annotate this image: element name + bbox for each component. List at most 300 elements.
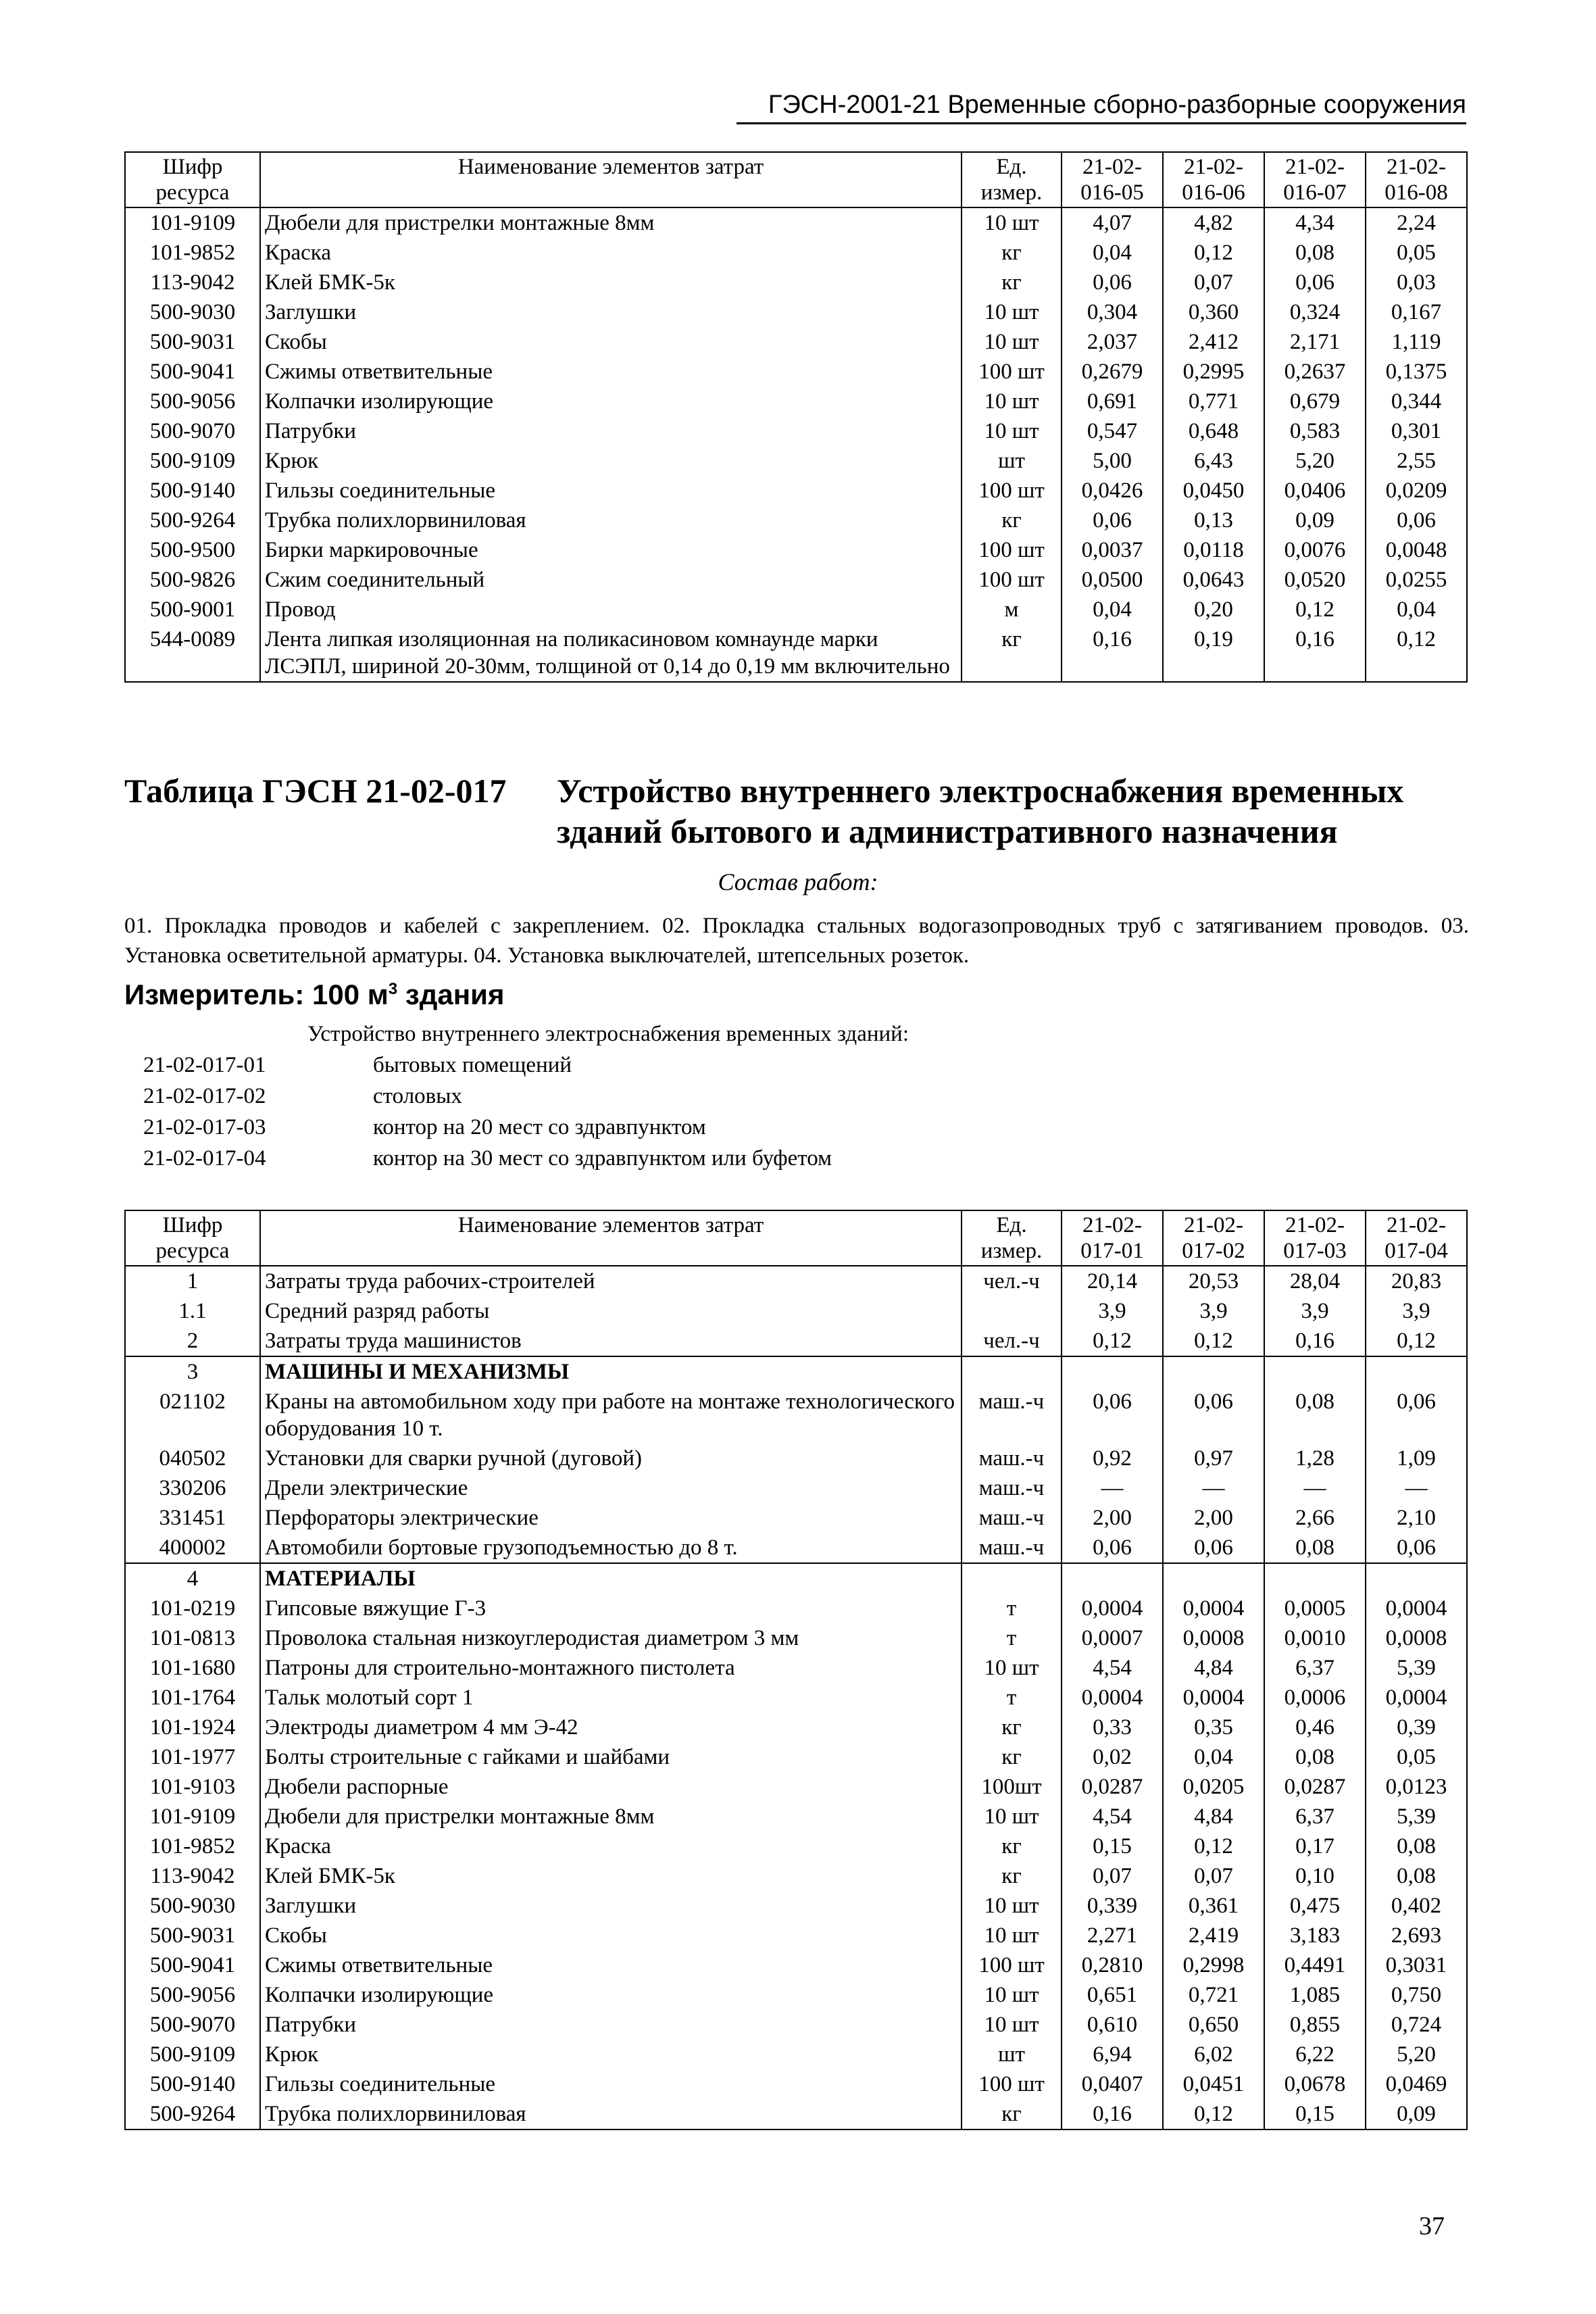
table-header-row [125, 152, 1467, 207]
unit-cell: 100 шт [962, 535, 1062, 565]
resource-code-cell: 330206 [125, 1473, 260, 1503]
resource-name-cell: МАШИНЫ И МЕХАНИЗМЫ [260, 1356, 962, 1387]
unit-cell [962, 1356, 1062, 1387]
norm-value-cell: 0,301 [1366, 416, 1467, 446]
resource-code-cell: 1 [125, 1266, 260, 1296]
unit-cell: т [962, 1683, 1062, 1713]
norm-value-cell: 0,12 [1366, 624, 1467, 682]
variant-desc: столовых [373, 1084, 462, 1108]
resource-code-cell: 040502 [125, 1444, 260, 1473]
norm-value-cell: 3,9 [1366, 1296, 1467, 1326]
norm-value-cell: 0,0209 [1366, 476, 1467, 506]
norm-value-cell: 0,583 [1264, 416, 1366, 446]
table-row [125, 2099, 1467, 2130]
norm-value-cell: 0,06 [1163, 1533, 1264, 1563]
table-row [125, 1683, 1467, 1713]
unit-cell: т [962, 1594, 1062, 1623]
table-title-name: Устройство внутреннего электроснабжения временных зданий бытового и административного назначения [557, 772, 1404, 850]
resource-name-cell: Трубка полихлорвиниловая [260, 506, 962, 535]
header-norm-2: 21-02- 016-06 [1163, 152, 1264, 207]
table-row [125, 1473, 1467, 1503]
resource-code-cell: 113-9042 [125, 268, 260, 297]
norm-value-cell: 0,17 [1264, 1831, 1366, 1861]
variant-desc: контор на 20 мест со здравпунктом [373, 1115, 706, 1139]
norm-value-cell: 6,43 [1163, 446, 1264, 476]
norm-value-cell: — [1366, 1473, 1467, 1503]
resource-code-cell: 113-9042 [125, 1861, 260, 1891]
unit-cell: 10 шт [962, 1802, 1062, 1831]
norm-value-cell: 0,855 [1264, 2010, 1366, 2040]
unit-cell: шт [962, 446, 1062, 476]
norm-value-cell: 0,2995 [1163, 357, 1264, 387]
norm-value-cell: 0,12 [1366, 1326, 1467, 1356]
resource-code-cell: 101-1924 [125, 1713, 260, 1742]
norm-value-cell [1163, 1563, 1264, 1594]
resource-code-cell: 101-9109 [125, 1802, 260, 1831]
unit-cell: 100 шт [962, 2069, 1062, 2099]
table-row [125, 1387, 1467, 1444]
header-norm-3: 21-02- 016-07 [1264, 152, 1366, 207]
resource-name-cell: Патрубки [260, 416, 962, 446]
unit-cell [962, 1563, 1062, 1594]
resource-table-017 [124, 1210, 1468, 2130]
norm-value-cell: 0,610 [1062, 2010, 1163, 2040]
norm-value-cell: 0,0037 [1062, 535, 1163, 565]
norm-value-cell: 0,0004 [1366, 1594, 1467, 1623]
resource-code-cell: 1.1 [125, 1296, 260, 1326]
resource-name-cell: Болты строительные с гайками и шайбами [260, 1742, 962, 1772]
table-row [125, 1921, 1467, 1950]
resource-name-cell: Крюк [260, 446, 962, 476]
resource-name-cell: Затраты труда машинистов [260, 1326, 962, 1356]
resource-code-cell: 500-9140 [125, 2069, 260, 2099]
header-name: Наименование элементов затрат [260, 152, 962, 207]
table-row [125, 624, 1467, 682]
unit-cell: маш.-ч [962, 1473, 1062, 1503]
unit-cell: 100 шт [962, 476, 1062, 506]
norm-value-cell: 2,55 [1366, 446, 1467, 476]
resource-name-cell: Гипсовые вяжущие Г-3 [260, 1594, 962, 1623]
norm-value-cell: 0,12 [1163, 238, 1264, 268]
norm-value-cell: 0,12 [1264, 595, 1366, 624]
norm-value-cell: 0,12 [1163, 1326, 1264, 1356]
table-row [125, 1594, 1467, 1623]
unit-cell: 10 шт [962, 1921, 1062, 1950]
resource-name-cell: Бирки маркировочные [260, 535, 962, 565]
norm-value-cell: 0,339 [1062, 1891, 1163, 1921]
running-header: ГЭСН-2001-21 Временные сборно-разборные сооружения [737, 91, 1466, 124]
resource-name-cell: Скобы [260, 1921, 962, 1950]
norm-value-cell: 4,34 [1264, 207, 1366, 238]
norm-value-cell: 2,171 [1264, 327, 1366, 357]
unit-cell: кг [962, 2099, 1062, 2130]
norm-value-cell: 0,304 [1062, 297, 1163, 327]
norm-value-cell [1163, 1356, 1264, 1387]
variant-code: 21-02-017-01 [143, 1053, 266, 1077]
resource-code-cell: 101-9852 [125, 238, 260, 268]
composition-text: 01. Прокладка проводов и кабелей с закреплением. 02. Прокладка стальных водогазопроводных труб с затягиванием проводов. 03. Установка осветительной арматуры. 04. Установка выключателей, штепсельных розеток. [124, 914, 1469, 968]
header-norm-2: 21-02- 017-02 [1163, 1210, 1264, 1266]
table-row [125, 2069, 1467, 2099]
unit-cell: 10 шт [962, 2010, 1062, 2040]
norm-value-cell: 0,0469 [1366, 2069, 1467, 2099]
norm-value-cell: 0,344 [1366, 387, 1467, 416]
norm-value-cell: — [1163, 1473, 1264, 1503]
table-row [125, 476, 1467, 506]
resource-code-cell: 500-9041 [125, 1950, 260, 1980]
norm-value-cell: 4,84 [1163, 1802, 1264, 1831]
table-row [125, 207, 1467, 238]
header-norm-1: 21-02- 016-05 [1062, 152, 1163, 207]
norm-value-cell: 0,0678 [1264, 2069, 1366, 2099]
resource-code-cell: 101-1680 [125, 1653, 260, 1683]
resource-name-cell: Краска [260, 1831, 962, 1861]
norm-value-cell: 0,724 [1366, 2010, 1467, 2040]
resource-name-cell: Заглушки [260, 1891, 962, 1921]
variant-code: 21-02-017-04 [143, 1146, 266, 1171]
resource-name-cell: Электроды диаметром 4 мм Э-42 [260, 1713, 962, 1742]
table-row [125, 1950, 1467, 1980]
norm-value-cell: 0,07 [1062, 1861, 1163, 1891]
norm-value-cell: 0,16 [1264, 624, 1366, 682]
variants-intro: Устройство внутреннего электроснабжения временных зданий: [307, 1022, 909, 1046]
norm-value-cell: 0,16 [1264, 1326, 1366, 1356]
resource-name-cell: Дюбели распорные [260, 1772, 962, 1802]
norm-value-cell: 0,0287 [1264, 1772, 1366, 1802]
norm-value-cell [1366, 1563, 1467, 1594]
norm-value-cell: 0,167 [1366, 297, 1467, 327]
norm-value-cell: 0,2679 [1062, 357, 1163, 387]
norm-value-cell: 0,06 [1366, 1533, 1467, 1563]
norm-value-cell: 0,0005 [1264, 1594, 1366, 1623]
norm-value-cell: 0,19 [1163, 624, 1264, 682]
table-header-row [125, 1210, 1467, 1266]
resource-code-cell: 101-1764 [125, 1683, 260, 1713]
norm-value-cell: 0,0426 [1062, 476, 1163, 506]
resource-code-cell: 500-9030 [125, 297, 260, 327]
table-row [125, 327, 1467, 357]
resource-code-cell: 500-9041 [125, 357, 260, 387]
unit-cell: кг [962, 268, 1062, 297]
norm-value-cell: 0,547 [1062, 416, 1163, 446]
norm-value-cell: 0,0500 [1062, 565, 1163, 595]
resource-name-cell: Крюк [260, 2040, 962, 2069]
norm-value-cell: 0,402 [1366, 1891, 1467, 1921]
header-norm-3: 21-02- 017-03 [1264, 1210, 1366, 1266]
unit-cell: чел.-ч [962, 1266, 1062, 1296]
norm-value-cell: 0,46 [1264, 1713, 1366, 1742]
norm-value-cell: 0,06 [1062, 1533, 1163, 1563]
norm-value-cell: 0,03 [1366, 268, 1467, 297]
resource-code-cell: 400002 [125, 1533, 260, 1563]
table-row [125, 357, 1467, 387]
norm-value-cell: 0,04 [1163, 1742, 1264, 1772]
norm-value-cell: 0,97 [1163, 1444, 1264, 1473]
norm-value-cell: 6,37 [1264, 1802, 1366, 1831]
norm-value-cell: 0,648 [1163, 416, 1264, 446]
norm-value-cell: 6,22 [1264, 2040, 1366, 2069]
variant-code: 21-02-017-02 [143, 1084, 266, 1108]
norm-value-cell [1366, 1356, 1467, 1387]
norm-value-cell: 2,693 [1366, 1921, 1467, 1950]
norm-value-cell: 2,419 [1163, 1921, 1264, 1950]
unit-cell: маш.-ч [962, 1533, 1062, 1563]
resource-code-cell: 500-9264 [125, 2099, 260, 2130]
table-row [125, 2040, 1467, 2069]
norm-value-cell: 0,33 [1062, 1713, 1163, 1742]
resource-code-cell: 544-0089 [125, 624, 260, 682]
table-row [125, 1980, 1467, 2010]
table-row [125, 1831, 1467, 1861]
norm-value-cell: 4,82 [1163, 207, 1264, 238]
norm-value-cell: 0,0008 [1366, 1623, 1467, 1653]
resource-table-016 [124, 151, 1468, 683]
norm-value-cell: 1,119 [1366, 327, 1467, 357]
norm-value-cell: — [1264, 1473, 1366, 1503]
norm-value-cell: 0,0004 [1163, 1594, 1264, 1623]
resource-name-cell: Гильзы соединительные [260, 2069, 962, 2099]
norm-value-cell: 0,0255 [1366, 565, 1467, 595]
resource-code-cell: 101-0813 [125, 1623, 260, 1653]
norm-value-cell: 0,721 [1163, 1980, 1264, 2010]
norm-value-cell: 0,0118 [1163, 535, 1264, 565]
norm-value-cell: 2,271 [1062, 1921, 1163, 1950]
norm-value-cell: 0,05 [1366, 238, 1467, 268]
norm-value-cell: 0,92 [1062, 1444, 1163, 1473]
resource-code-cell: 500-9109 [125, 446, 260, 476]
resource-name-cell: Сжимы ответвительные [260, 357, 962, 387]
resource-name-cell: Тальк молотый сорт 1 [260, 1683, 962, 1713]
table-row [125, 268, 1467, 297]
norm-value-cell: 3,9 [1264, 1296, 1366, 1326]
measure-unit: Измеритель: 100 $м^3$ здания [124, 979, 505, 1010]
norm-value-cell: 0,0407 [1062, 2069, 1163, 2099]
header-code: Шифр ресурса [125, 1210, 260, 1266]
table-row [125, 1266, 1467, 1296]
table-row [125, 1326, 1467, 1356]
resource-name-cell: Колпачки изолирующие [260, 1980, 962, 2010]
unit-cell: 10 шт [962, 1653, 1062, 1683]
norm-value-cell: 0,0123 [1366, 1772, 1467, 1802]
resource-code-cell: 500-9056 [125, 1980, 260, 2010]
norm-value-cell: 0,361 [1163, 1891, 1264, 1921]
norm-value-cell: 0,08 [1366, 1831, 1467, 1861]
norm-value-cell: 0,04 [1366, 595, 1467, 624]
unit-cell: 100 шт [962, 1950, 1062, 1980]
unit-cell: кг [962, 506, 1062, 535]
norm-value-cell: 0,12 [1062, 1326, 1163, 1356]
composition-header: Состав работ: [718, 868, 878, 895]
norm-value-cell: 0,2810 [1062, 1950, 1163, 1980]
norm-value-cell: 0,04 [1062, 595, 1163, 624]
norm-value-cell: 0,0007 [1062, 1623, 1163, 1653]
unit-cell: кг [962, 1861, 1062, 1891]
table-row [125, 595, 1467, 624]
norm-value-cell: 0,35 [1163, 1713, 1264, 1742]
page-number: 37 [1419, 2212, 1445, 2240]
variant-desc: бытовых помещений [373, 1053, 572, 1077]
norm-value-cell [1062, 1356, 1163, 1387]
norm-value-cell: 2,037 [1062, 327, 1163, 357]
norm-value-cell: 4,54 [1062, 1653, 1163, 1683]
norm-value-cell: 0,06 [1062, 506, 1163, 535]
resource-code-cell: 500-9109 [125, 2040, 260, 2069]
table-row [125, 1623, 1467, 1653]
unit-cell: 100 шт [962, 357, 1062, 387]
norm-value-cell: 0,360 [1163, 297, 1264, 327]
resource-code-cell: 101-9109 [125, 207, 260, 238]
norm-value-cell: 0,4491 [1264, 1950, 1366, 1980]
norm-value-cell: 0,0205 [1163, 1772, 1264, 1802]
norm-value-cell: 0,10 [1264, 1861, 1366, 1891]
resource-code-cell: 101-1977 [125, 1742, 260, 1772]
resource-name-cell: Затраты труда рабочих-строителей [260, 1266, 962, 1296]
resource-code-cell: 500-9500 [125, 535, 260, 565]
resource-name-cell: Трубка полихлорвиниловая [260, 2099, 962, 2130]
resource-code-cell: 101-9103 [125, 1772, 260, 1802]
unit-cell: кг [962, 624, 1062, 682]
norm-value-cell: 2,412 [1163, 327, 1264, 357]
table-row [125, 416, 1467, 446]
resource-name-cell: Клей БМК-5к [260, 268, 962, 297]
resource-name-cell: Краны на автомобильном ходу при работе на монтаже технологического оборудования 10 т. [260, 1387, 962, 1444]
norm-value-cell: 0,06 [1062, 1387, 1163, 1444]
norm-value-cell: 0,12 [1163, 2099, 1264, 2130]
norm-value-cell: 0,2637 [1264, 357, 1366, 387]
norm-value-cell: 0,20 [1163, 595, 1264, 624]
resource-name-cell: Сжимы ответвительные [260, 1950, 962, 1980]
header-norm-4: 21-02- 017-04 [1366, 1210, 1467, 1266]
norm-value-cell: 28,04 [1264, 1266, 1366, 1296]
unit-cell: 10 шт [962, 297, 1062, 327]
table-row [125, 1891, 1467, 1921]
resource-code-cell: 331451 [125, 1503, 260, 1533]
norm-value-cell: 0,07 [1163, 1861, 1264, 1891]
norm-value-cell: 4,54 [1062, 1802, 1163, 1831]
norm-value-cell: 5,39 [1366, 1802, 1467, 1831]
norm-value-cell: 3,183 [1264, 1921, 1366, 1950]
norm-value-cell: 2,10 [1366, 1503, 1467, 1533]
norm-value-cell: 0,0004 [1163, 1683, 1264, 1713]
norm-value-cell: 0,0451 [1163, 2069, 1264, 2099]
norm-value-cell: 20,14 [1062, 1266, 1163, 1296]
norm-value-cell: 0,0004 [1062, 1594, 1163, 1623]
variant-code: 21-02-017-03 [143, 1115, 266, 1139]
table-row [125, 565, 1467, 595]
resource-name-cell: Проволока стальная низкоуглеродистая диаметром 3 мм [260, 1623, 962, 1653]
resource-code-cell: 500-9070 [125, 416, 260, 446]
resource-code-cell: 500-9140 [125, 476, 260, 506]
resource-code-cell: 4 [125, 1563, 260, 1594]
table-row [125, 535, 1467, 565]
unit-cell: кг [962, 1831, 1062, 1861]
resource-code-cell: 3 [125, 1356, 260, 1387]
norm-value-cell: 0,15 [1264, 2099, 1366, 2130]
header-norm-1: 21-02- 017-01 [1062, 1210, 1163, 1266]
variant-desc: контор на 30 мест со здравпунктом или буфетом [373, 1146, 832, 1171]
header-name: Наименование элементов затрат [260, 1210, 962, 1266]
resource-name-cell: МАТЕРИАЛЫ [260, 1563, 962, 1594]
section-row [125, 1563, 1467, 1594]
resource-name-cell: Установки для сварки ручной (дуговой) [260, 1444, 962, 1473]
norm-value-cell: 0,0406 [1264, 476, 1366, 506]
unit-cell [962, 1296, 1062, 1326]
norm-value-cell: 0,651 [1062, 1980, 1163, 2010]
norm-value-cell: 5,00 [1062, 446, 1163, 476]
norm-value-cell: 1,09 [1366, 1444, 1467, 1473]
norm-value-cell: 0,09 [1366, 2099, 1467, 2130]
table-row [125, 1713, 1467, 1742]
norm-value-cell: 0,08 [1264, 1387, 1366, 1444]
norm-value-cell: 0,750 [1366, 1980, 1467, 2010]
norm-value-cell: 0,05 [1366, 1742, 1467, 1772]
unit-cell: 10 шт [962, 416, 1062, 446]
resource-name-cell: Сжим соединительный [260, 565, 962, 595]
unit-cell: маш.-ч [962, 1503, 1062, 1533]
resource-name-cell: Дрели электрические [260, 1473, 962, 1503]
norm-value-cell: 5,39 [1366, 1653, 1467, 1683]
resource-name-cell: Перфораторы электрические [260, 1503, 962, 1533]
table-row [125, 1533, 1467, 1563]
resource-code-cell: 101-0219 [125, 1594, 260, 1623]
norm-value-cell: 0,08 [1264, 238, 1366, 268]
header-unit: Ед. измер. [962, 1210, 1062, 1266]
table-row [125, 387, 1467, 416]
norm-value-cell: 0,324 [1264, 297, 1366, 327]
unit-cell: 10 шт [962, 327, 1062, 357]
resource-name-cell: Патроны для строительно-монтажного пистолета [260, 1653, 962, 1683]
unit-cell: т [962, 1623, 1062, 1653]
resource-name-cell: Дюбели для пристрелки монтажные 8мм [260, 207, 962, 238]
table-row [125, 1772, 1467, 1802]
norm-value-cell: 4,07 [1062, 207, 1163, 238]
norm-value-cell [1264, 1356, 1366, 1387]
resource-code-cell: 500-9826 [125, 565, 260, 595]
norm-value-cell: 4,84 [1163, 1653, 1264, 1683]
norm-value-cell: 0,15 [1062, 1831, 1163, 1861]
norm-value-cell: 3,9 [1163, 1296, 1264, 1326]
resource-name-cell: Провод [260, 595, 962, 624]
resource-name-cell: Лента липкая изоляционная на поликасиновом комнаунде марки ЛСЭПЛ, шириной 20-30мм, толщиной от 0,14 до 0,19 мм включительно [260, 624, 962, 682]
header-norm-4: 21-02- 016-08 [1366, 152, 1467, 207]
norm-value-cell: 0,16 [1062, 624, 1163, 682]
table-row [125, 1296, 1467, 1326]
resource-code-cell: 2 [125, 1326, 260, 1356]
resource-name-cell: Клей БМК-5к [260, 1861, 962, 1891]
norm-value-cell: 0,0010 [1264, 1623, 1366, 1653]
norm-value-cell: 6,37 [1264, 1653, 1366, 1683]
resource-code-cell: 500-9031 [125, 327, 260, 357]
norm-value-cell: 3,9 [1062, 1296, 1163, 1326]
table-row [125, 506, 1467, 535]
table-row [125, 1861, 1467, 1891]
unit-cell: 10 шт [962, 1980, 1062, 2010]
norm-value-cell: 0,08 [1366, 1861, 1467, 1891]
norm-value-cell: 0,06 [1366, 506, 1467, 535]
norm-value-cell: 0,06 [1366, 1387, 1467, 1444]
norm-value-cell: 2,66 [1264, 1503, 1366, 1533]
norm-value-cell: 0,39 [1366, 1713, 1467, 1742]
norm-value-cell: 1,085 [1264, 1980, 1366, 2010]
resource-name-cell: Гильзы соединительные [260, 476, 962, 506]
norm-value-cell: 0,02 [1062, 1742, 1163, 1772]
norm-value-cell: 2,00 [1163, 1503, 1264, 1533]
resource-name-cell: Автомобили бортовые грузоподъемностью до 8 т. [260, 1533, 962, 1563]
norm-value-cell: 6,94 [1062, 2040, 1163, 2069]
norm-value-cell: 0,475 [1264, 1891, 1366, 1921]
table-row [125, 1444, 1467, 1473]
norm-value-cell: 0,650 [1163, 2010, 1264, 2040]
